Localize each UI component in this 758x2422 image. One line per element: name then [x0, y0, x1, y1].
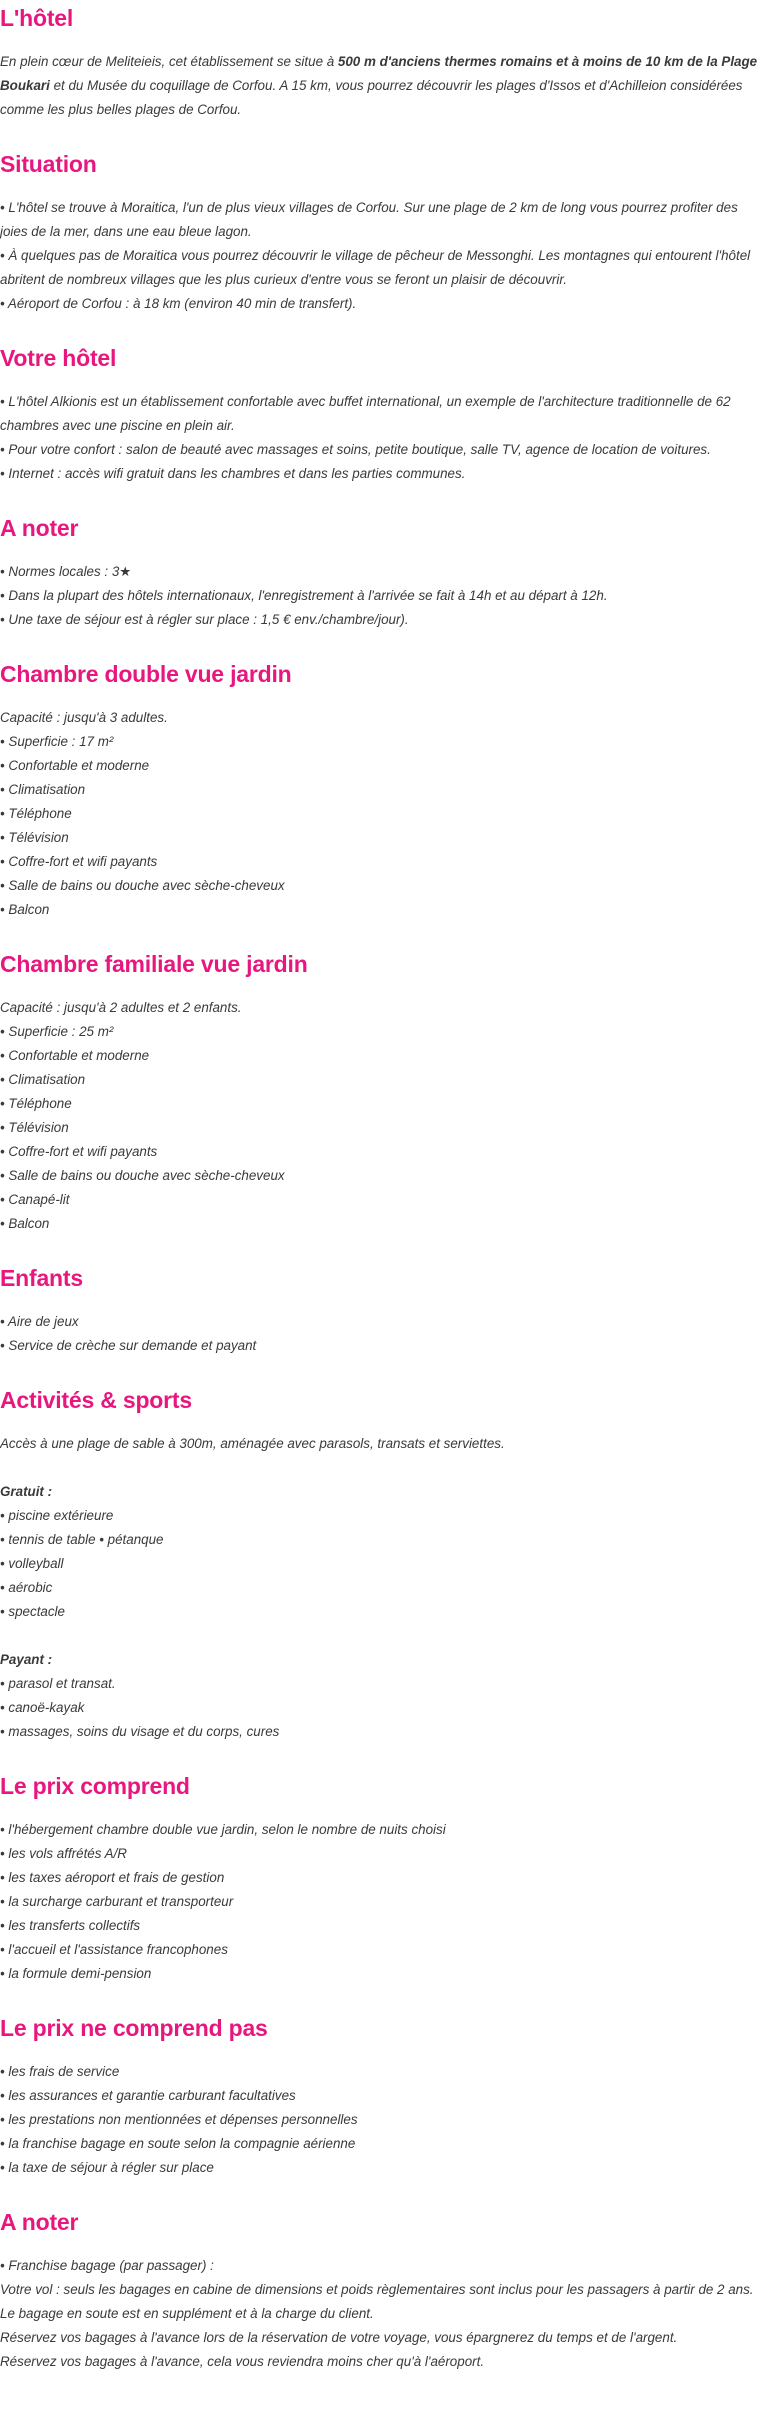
list-item: • massages, soins du visage et du corps, cures — [0, 1724, 280, 1739]
section-title-prix-ne-comprend: Le prix ne comprend pas — [0, 2015, 268, 2041]
list-item: • aérobic — [0, 1580, 53, 1595]
list-item: • Superficie : 17 m² — [0, 734, 114, 749]
hotel-description-part-2: et du Musée du coquillage de Corfou. A 15 km, vous pourrez découvrir les plages d'Issos et d'Achilleion considérées comme les plus belles plages de Corfou. — [0, 78, 743, 117]
list-item: Le bagage en soute est en supplément et à la charge du client. — [0, 2306, 374, 2321]
prix-comprend-list — [0, 1818, 758, 1986]
list-item: • les taxes aéroport et frais de gestion — [0, 1870, 225, 1885]
a-noter-bagage-list — [0, 2254, 758, 2374]
list-item: • la formule demi-pension — [0, 1966, 152, 1981]
list-item: • Confortable et moderne — [0, 1048, 150, 1063]
list-item: • la taxe de séjour à régler sur place — [0, 2160, 214, 2175]
list-item: • parasol et transat. — [0, 1676, 116, 1691]
list-item: • les frais de service — [0, 2064, 120, 2079]
list-item: • Coffre-fort et wifi payants — [0, 854, 158, 869]
section-title-situation: Situation — [0, 151, 97, 177]
list-item: • L'hôtel se trouve à Moraitica, l'un de plus vieux villages de Corfou. Sur une plage de 2 km de long vous pourrez profiter des joies de la mer, dans une eau bleue lagon. — [0, 200, 738, 239]
list-item: • la franchise bagage en soute selon la compagnie aérienne — [0, 2136, 356, 2151]
gratuit-label: Gratuit : — [0, 1484, 53, 1499]
list-item: • spectacle — [0, 1604, 65, 1619]
list-item: • les transferts collectifs — [0, 1918, 141, 1933]
votre-hotel-list — [0, 390, 758, 486]
section-a-noter-bagage — [0, 2180, 758, 2374]
section-title-a-noter: A noter — [0, 515, 79, 541]
list-item: • Coffre-fort et wifi payants — [0, 1144, 158, 1159]
section-title-prix-comprend: Le prix comprend — [0, 1773, 190, 1799]
list-item: • Salle de bains ou douche avec sèche-cheveux — [0, 878, 285, 893]
section-hotel — [0, 0, 758, 122]
activites-gratuit-list — [0, 1480, 758, 1624]
section-situation — [0, 122, 758, 316]
list-item: • Aéroport de Corfou : à 18 km (environ 40 min de transfert). — [0, 296, 357, 311]
list-item: • Franchise bagage (par passager) : — [0, 2258, 214, 2273]
prix-ne-comprend-list — [0, 2060, 758, 2180]
hotel-description-highlight: 500 m d'anciens thermes romains et à moins de 10 km de la Plage Boukari — [0, 54, 758, 93]
list-item: • Confortable et moderne — [0, 758, 150, 773]
hotel-description — [0, 50, 758, 122]
list-item: • Pour votre confort : salon de beauté avec massages et soins, petite boutique, salle TV, agence de location de voitures. — [0, 442, 711, 457]
section-activites — [0, 1358, 758, 1744]
list-item: • Télévision — [0, 830, 69, 845]
section-prix-comprend — [0, 1744, 758, 1986]
list-item: • Climatisation — [0, 1072, 86, 1087]
list-item: • l'hébergement chambre double vue jardin, selon le nombre de nuits choisi — [0, 1822, 446, 1837]
list-item: • À quelques pas de Moraitica vous pourrez découvrir le village de pêcheur de Messonghi. Les montagnes qui entourent l'hôtel abritent de nombreux villages que les plus curieux d'entre vous se feront un plaisir de découvrir. — [0, 248, 751, 287]
section-votre-hotel — [0, 316, 758, 486]
section-chambre-double — [0, 632, 758, 922]
payant-label: Payant : — [0, 1652, 53, 1667]
section-title-hotel: L'hôtel — [0, 5, 74, 31]
activites-intro: Accès à une plage de sable à 300m, aménagée avec parasols, transats et serviettes. — [0, 1436, 505, 1451]
list-item: • Téléphone — [0, 1096, 72, 1111]
list-item: Réservez vos bagages à l'avance, cela vous reviendra moins cher qu'à l'aéroport. — [0, 2354, 485, 2369]
list-item: Réservez vos bagages à l'avance lors de la réservation de votre voyage, vous épargnerez du temps et de l'argent. — [0, 2330, 678, 2345]
section-title-enfants: Enfants — [0, 1265, 83, 1291]
list-item: • l'accueil et l'assistance francophones — [0, 1942, 228, 1957]
section-chambre-familiale — [0, 922, 758, 1236]
list-item: • L'hôtel Alkionis est un établissement confortable avec buffet international, un exemple de l'architecture traditionnelle de 62 chambres avec une piscine en plein air. — [0, 394, 731, 433]
list-item: • Normes locales : 3★ — [0, 564, 132, 579]
list-item: • Salle de bains ou douche avec sèche-cheveux — [0, 1168, 285, 1183]
section-prix-ne-comprend — [0, 1986, 758, 2180]
capacity-text: Capacité : jusqu'à 3 adultes. — [0, 710, 168, 725]
situation-list — [0, 196, 758, 316]
list-item: • les vols affrétés A/R — [0, 1846, 127, 1861]
section-title-chambre-double: Chambre double vue jardin — [0, 661, 292, 687]
list-item: • les prestations non mentionnées et dépenses personnelles — [0, 2112, 358, 2127]
capacity-text: Capacité : jusqu'à 2 adultes et 2 enfants. — [0, 1000, 242, 1015]
section-title-votre-hotel: Votre hôtel — [0, 345, 117, 371]
list-item: • Téléphone — [0, 806, 72, 821]
list-item: • Dans la plupart des hôtels internationaux, l'enregistrement à l'arrivée se fait à 14h et au départ à 12h. — [0, 588, 608, 603]
list-item: • Aire de jeux — [0, 1314, 79, 1329]
list-item: • piscine extérieure — [0, 1508, 114, 1523]
list-item: • Balcon — [0, 902, 50, 917]
section-title-activites: Activités & sports — [0, 1387, 192, 1413]
activites-payant-list — [0, 1648, 758, 1744]
a-noter-list — [0, 560, 758, 632]
list-item: • Télévision — [0, 1120, 69, 1135]
hotel-description-part-1: En plein cœur de Meliteieis, cet établissement se situe à — [0, 54, 338, 69]
enfants-list — [0, 1310, 758, 1358]
list-item: • Canapé-lit — [0, 1192, 70, 1207]
section-enfants — [0, 1236, 758, 1358]
list-item: • Internet : accès wifi gratuit dans les chambres et dans les parties communes. — [0, 466, 466, 481]
section-title-chambre-familiale: Chambre familiale vue jardin — [0, 951, 308, 977]
list-item: • Climatisation — [0, 782, 86, 797]
list-item: • canoë-kayak — [0, 1700, 85, 1715]
list-item: • Superficie : 25 m² — [0, 1024, 114, 1039]
list-item: • les assurances et garantie carburant facultatives — [0, 2088, 296, 2103]
list-item: • Service de crèche sur demande et payant — [0, 1338, 257, 1353]
section-a-noter — [0, 486, 758, 632]
list-item: • la surcharge carburant et transporteur — [0, 1894, 234, 1909]
section-title-a-noter-bagage: A noter — [0, 2209, 79, 2235]
list-item: • Balcon — [0, 1216, 50, 1231]
chambre-double-list — [0, 706, 758, 922]
list-item: • volleyball — [0, 1556, 64, 1571]
list-item: • Une taxe de séjour est à régler sur place : 1,5 € env./chambre/jour). — [0, 612, 409, 627]
list-item: • tennis de table • pétanque — [0, 1532, 164, 1547]
chambre-familiale-list — [0, 996, 758, 1236]
list-item: Votre vol : seuls les bagages en cabine de dimensions et poids règlementaires sont inclus pour les passagers à partir de 2 ans. — [0, 2282, 754, 2297]
